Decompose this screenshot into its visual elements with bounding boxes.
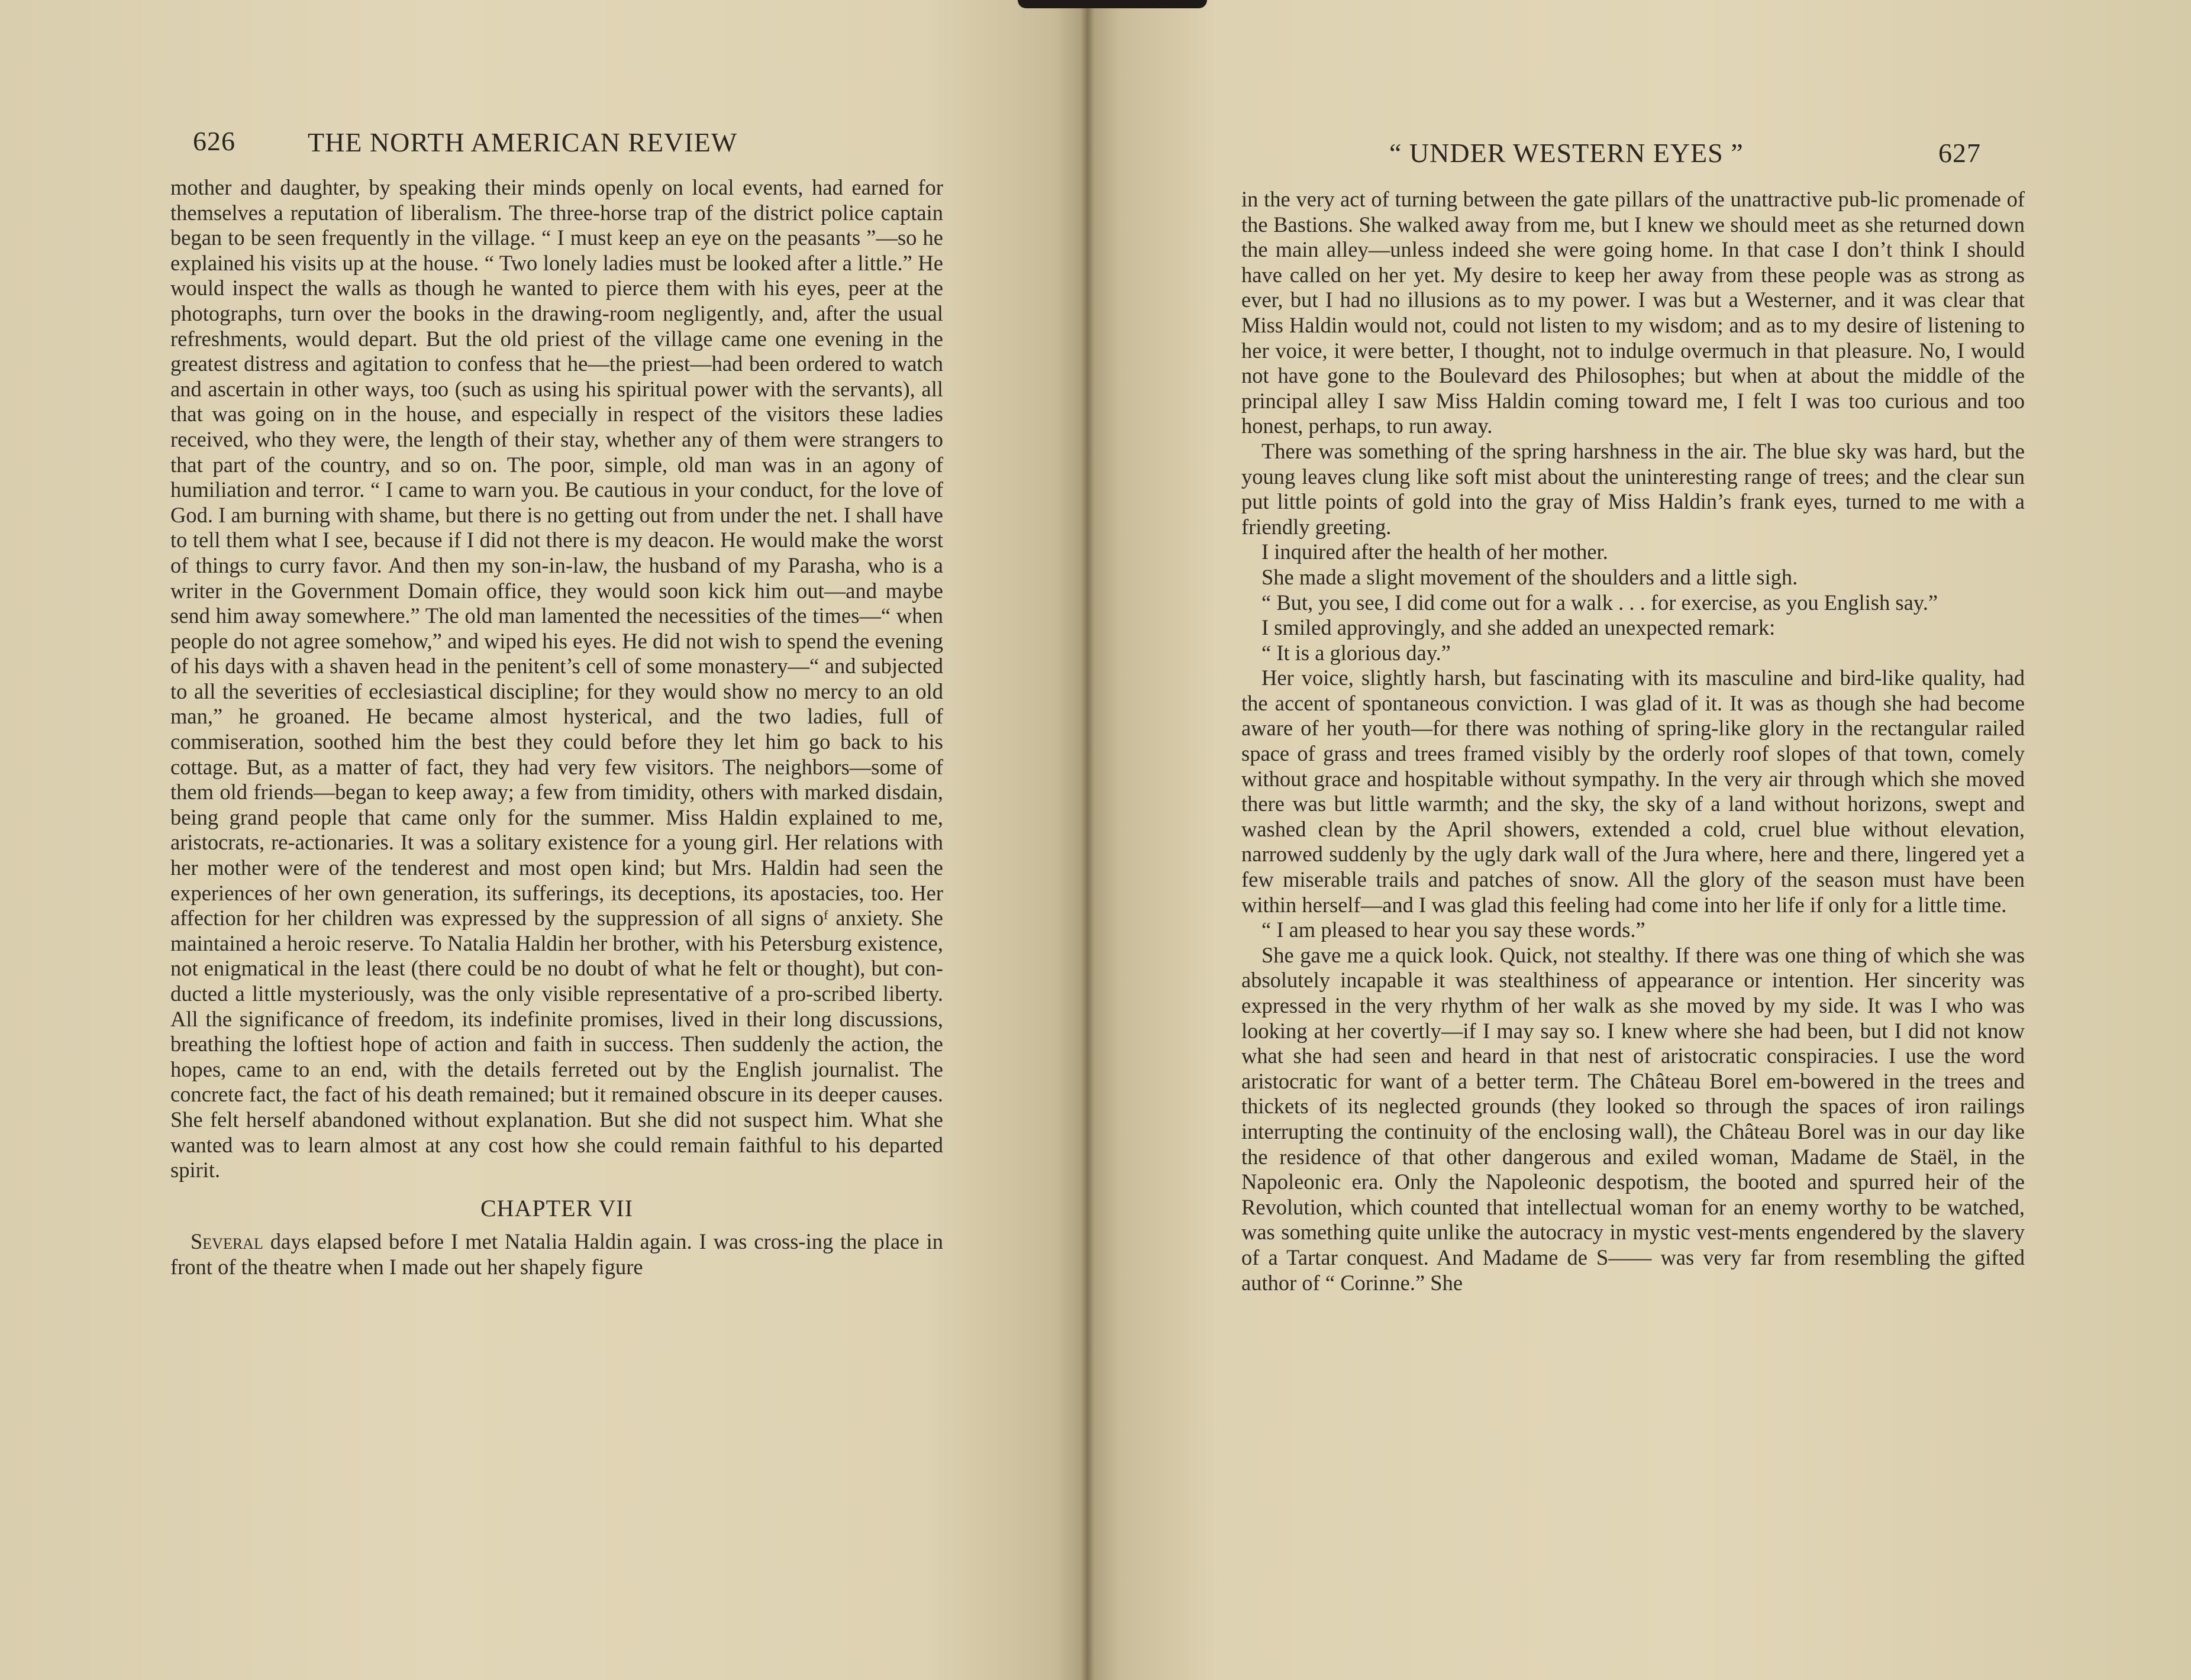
right-paragraph-2: There was something of the spring harshness in the air. The blue sky was hard, but the young leaves clung like soft mist about the uninteresting range of trees; and the clear sun put little points of gold into the gray of Miss Haldin’s frank eyes, turned to me with a friendly greeting. xyxy=(1241,438,2025,539)
right-page-number: 627 xyxy=(1938,138,1981,168)
right-paragraph-3: I inquired after the health of her mother. xyxy=(1261,539,1608,564)
left-page xyxy=(0,0,1088,1680)
right-paragraph-10: She gave me a quick look. Quick, not stealthy. If there was one thing of which she was absolutely incapable it was stealthiness of appearance or intention. Her sincerity was expressed in the very rhythm of her walk as she moved by my side. It was I who was looking at her covertly—if I may say so. I knew where she had been, but I did not know what she had seen and heard in that nest of aristocratic conspiracies. I use the word aristocratic for want of a better term. The Château Borel em-bowered in the trees and thickets of its neglected grounds (they looked so through the spaces of iron railings interrupting the continuity of the enclosing wall), the Château Borel was in our day like the residence of that other dangerous and exiled woman, Madame de Staël, in the Napoleonic era. Only the Napoleonic despotism, the booted and spurred heir of the Revolution, which counted that intellectual woman for an enemy worthy to be watched, was something quite unlike the autocracy in mystic vest-ments engendered by the slavery of a Tartar conquest. And Madame de S—— was very far from resembling the gifted author of “ Corinne.” She xyxy=(1241,942,2025,1295)
right-paragraph-1: in the very act of turning between the gate pillars of the unattractive pub-lic promenade of the Bastions. She walked away from me, but I knew we should meet as she returned down the main alley—unless indeed she were going home. In that case I don’t think I should have called on her yet. My desire to keep her away from these people was as strong as ever, but I had no illusions as to my power. I was but a Westerner, and it was clear that Miss Haldin would not, could not listen to my wisdom; and as to my desire of listening to her voice, it were better, I thought, not to indulge overmuch in that pleasure. No, I would not have gone to the Boulevard des Philosophes; but when at about the middle of the principal alley I saw Miss Haldin coming toward me, I felt I was too curious and too honest, perhaps, to run away. xyxy=(1241,187,2025,438)
chapter-opening-paragraph xyxy=(170,1229,943,1280)
left-running-head: THE NORTH AMERICAN REVIEW xyxy=(308,127,738,157)
right-running-head: “ UNDER WESTERN EYES ” xyxy=(1389,138,1744,168)
left-paragraph: mother and daughter, by speaking their minds openly on local events, had earned for themselves a reputation of liberalism. The three-horse trap of the district police captain began to be seen frequently in the village. “ I must keep an eye on the peasants ”—so he explained his visits up at the house. “ Two lonely ladies must be looked after a little.” He would inspect the walls as though he wanted to pierce them with his eyes, peer at the photographs, turn over the books in the drawing-room negligently, and, after the usual refreshments, would depart. But the old priest of the village came one evening in the greatest distress and agitation to confess that he—the priest—had been ordered to watch and ascertain in other ways, too (such as using his spiritual power with the servants), all that was going on in the house, and especially in respect of the visitors these ladies received, who they were, the length of their stay, whether any of them were strangers to that part of the country, and so on. The poor, simple, old man was in an agony of humiliation and terror. “ I came to warn you. Be cautious in your conduct, for the love of God. I am burning with shame, but there is no getting out from under the net. I shall have to tell them what I see, because if I did not there is my deacon. He would make the worst of things to curry favor. And then my son-in-law, the husband of my Parasha, who is a writer in the Government Domain office, they would soon kick him out—and maybe send him away somewhere.” The old man lamented the necessities of the times—“ when people do not agree somehow,” and wiped his eyes. He did not wish to spend the evening of his days with a shaven head in the penitent’s cell of some monastery—“ and subjected to all the severities of ecclesiastical discipline; for they would show no mercy to an old man,” he groaned. He became almost hysterical, and the two ladies, full of commiseration, soothed him the best they could before they let him go back to his cottage. But, as a matter of fact, they had very few visitors. The neighbors—some of them old friends—began to keep away; a few from timidity, others with marked disdain, being grand people that came only for the summer. Miss Haldin explained to me, aristocrats, re-actionaries. It was a solitary existence for a young girl. Her relations with her mother were of the tenderest and most open kind; but Mrs. Haldin had seen the experiences of her own generation, its sufferings, its deceptions, its apostacies, too. Her affection for her children was expressed by the suppression of all signs oᶠ anxiety. She maintained a heroic reserve. To Natalia Haldin her brother, with his Petersburg existence, not enigmatical in the least (there could be no doubt of what he felt or thought), but con-ducted a little mysteriously, was the only visible representative of a pro-scribed liberty. All the significance of freedom, its indefinite promises, lived in their long discussions, breathing the loftiest hope of action and faith in success. Then suddenly the action, the hopes, came to an end, with the details ferreted out by the English journalist. The concrete fact, the fact of his death remained; but it remained obscure in its deeper causes. She felt herself abandoned without explanation. But she did not suspect him. What she wanted was to learn almost at any cost how she could remain faithful to his departed spirit. xyxy=(170,175,943,1183)
left-page-number: 626 xyxy=(193,126,235,156)
right-paragraph-5: “ But, you see, I did come out for a walk . . . for exercise, as you English say.” xyxy=(1261,590,1938,615)
book-spine-top xyxy=(1018,0,1207,8)
chapter-opening-word: Several xyxy=(191,1229,263,1254)
left-text-column xyxy=(170,175,943,1280)
right-paragraph-9: “ I am pleased to hear you say these words.” xyxy=(1261,917,1645,942)
right-paragraph-7: “ It is a glorious day.” xyxy=(1261,640,1451,665)
book-gutter-shadow xyxy=(1080,0,1095,1680)
chapter-heading: CHAPTER VII xyxy=(480,1194,634,1222)
chapter-opening-text: days elapsed before I met Natalia Haldin again. I was cross-ing the place in front of the theatre when I made out her shapely figure xyxy=(170,1229,943,1279)
right-paragraph-4: She made a slight movement of the shoulders and a little sigh. xyxy=(1261,564,1798,589)
right-page xyxy=(1088,0,2191,1680)
right-text-column xyxy=(1241,187,2025,1295)
right-paragraph-6: I smiled approvingly, and she added an unexpected remark: xyxy=(1261,615,1776,640)
right-paragraph-8: Her voice, slightly harsh, but fascinating with its masculine and bird-like quality, had the accent of spontaneous conviction. I was glad of it. It was as though she had become aware of her youth—for there was nothing of spring-like glory in the rectangular railed space of grass and trees framed visibly by the orderly roof slopes of that town, comely without grace and hospitable without sympathy. In the very air through which she moved there was but little warmth; and the sky, the sky of a land without horizons, swept and washed clean by the April showers, extended a cold, cruel blue without elevation, narrowed suddenly by the ugly dark wall of the Jura where, here and there, lingered yet a few miserable trails and patches of snow. All the glory of the season must have been within herself—and I was glad this feeling had come into her life if only for a little time. xyxy=(1241,665,2025,917)
